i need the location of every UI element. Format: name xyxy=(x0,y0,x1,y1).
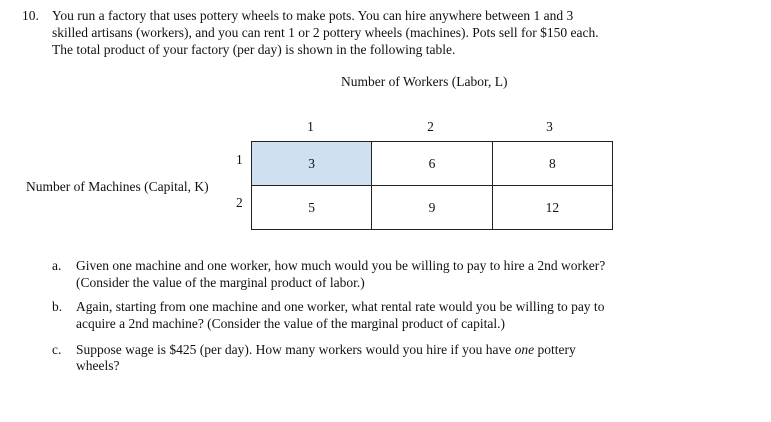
subquestion-b-line-2: acquire a 2nd machine? (Consider the value of the marginal product of capital.) xyxy=(76,316,505,331)
subquestion-a-line-2: (Consider the value of the marginal product of labor.) xyxy=(76,275,365,290)
column-header-1: 1 xyxy=(307,119,314,134)
question-line-3: The total product of your factory (per day) is shown in the following table. xyxy=(52,42,456,57)
row-axis-label: Number of Machines (Capital, K) xyxy=(26,179,209,194)
column-axis-label: Number of Workers (Labor, L) xyxy=(341,74,508,89)
table-cell-k2-l1: 5 xyxy=(252,186,372,230)
subquestion-a-letter: a. xyxy=(52,258,62,273)
subquestion-c-text-after: pottery xyxy=(534,342,576,357)
subquestion-c-line-1 xyxy=(76,342,576,358)
row-header-2: 2 xyxy=(236,195,243,210)
table-cell-k2-l2: 9 xyxy=(372,186,492,230)
column-header-2: 2 xyxy=(427,119,434,134)
question-line-1: You run a factory that uses pottery wheels to make pots. You can hire anywhere between 1 and 3 xyxy=(52,8,574,23)
subquestion-b-line-1: Again, starting from one machine and one worker, what rental rate would you be willing to pay to xyxy=(76,299,605,314)
subquestion-c-text-before: Suppose wage is $425 (per day). How many workers would you hire if you have xyxy=(76,342,515,357)
subquestion-c-letter: c. xyxy=(52,342,62,357)
table-cell-k1-l1: 3 xyxy=(252,142,372,186)
row-header-1: 1 xyxy=(236,152,243,167)
subquestion-c-emphasis: one xyxy=(514,342,535,357)
column-header-3: 3 xyxy=(546,119,553,134)
total-product-table xyxy=(251,141,613,230)
subquestion-b-letter: b. xyxy=(52,299,63,314)
subquestion-c-line-2: wheels? xyxy=(76,358,120,373)
question-line-2: skilled artisans (workers), and you can rent 1 or 2 pottery wheels (machines). Pots sell for $150 each. xyxy=(52,25,599,40)
table-row xyxy=(252,142,613,186)
table-row xyxy=(252,186,613,230)
table-cell-k2-l3: 12 xyxy=(492,186,612,230)
question-number: 10. xyxy=(22,8,39,23)
table-cell-k1-l2: 6 xyxy=(372,142,492,186)
table-cell-k1-l3: 8 xyxy=(492,142,612,186)
subquestion-a-line-1: Given one machine and one worker, how much would you be willing to pay to hire a 2nd worker? xyxy=(76,258,606,273)
